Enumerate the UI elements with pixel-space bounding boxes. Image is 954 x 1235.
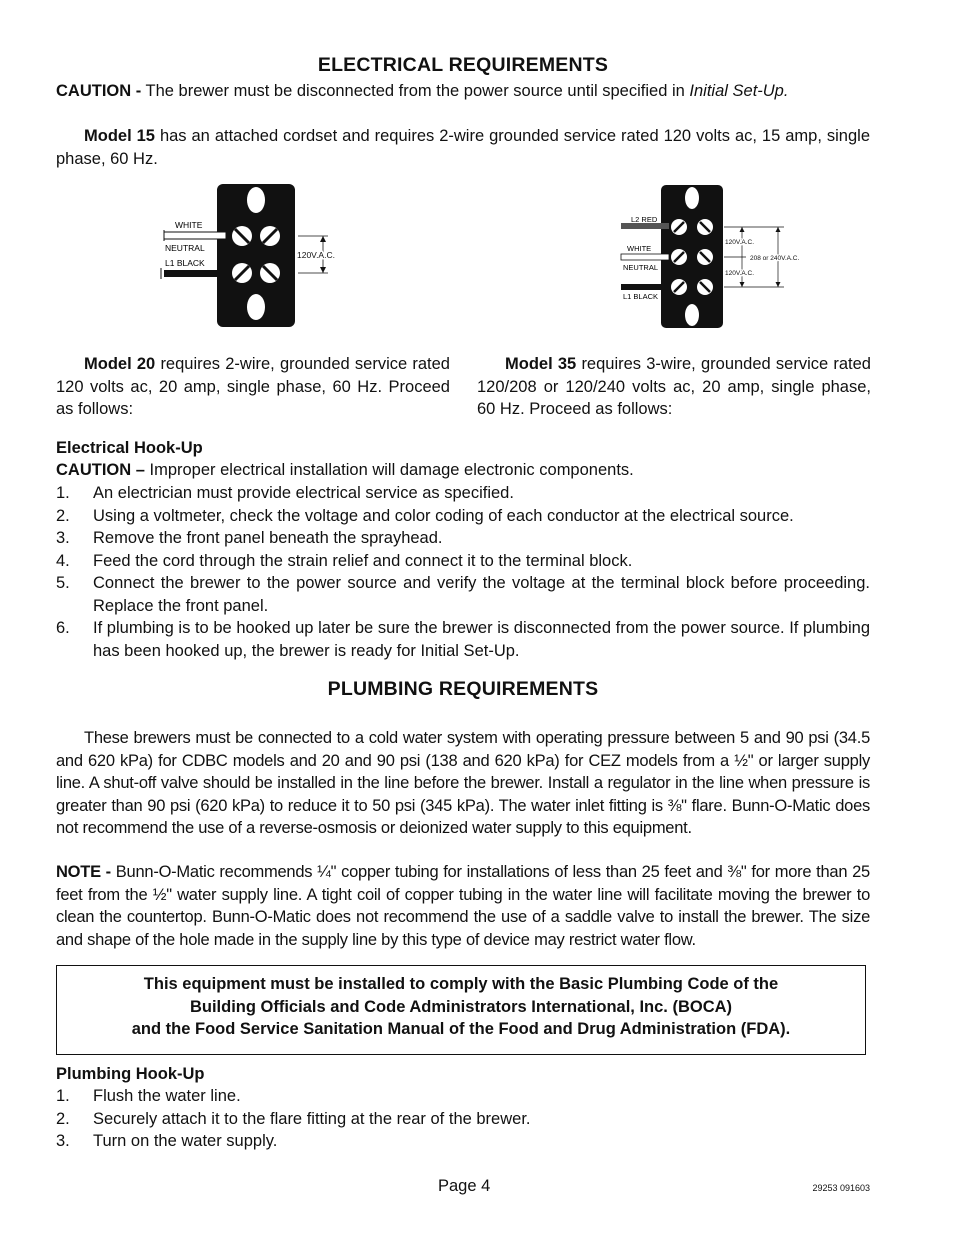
mount-hole-icon (247, 187, 265, 213)
document-id: 29253 091603 (812, 1183, 870, 1193)
hookup-caution-text: Improper electrical installation will damage electronic components. (144, 461, 634, 479)
voltage-bottom-label: 120V.A.C. (725, 270, 755, 277)
note-label: NOTE - (56, 863, 111, 881)
model15-paragraph (56, 125, 870, 170)
caution-text: The brewer must be disconnected from the power source until specified in (141, 82, 690, 100)
list-item: 1. Flush the water line. (56, 1087, 241, 1105)
model15-text: has an attached cordset and requires 2-wire grounded service rated 120 volts ac, 15 amp, single phase, 60 Hz. (56, 127, 870, 168)
arrow-down-icon (320, 267, 326, 273)
model20-paragraph (56, 353, 450, 421)
screw-icon (697, 249, 713, 265)
voltage-mid-label: 208 or 240V.A.C. (750, 255, 800, 262)
screw-icon (697, 219, 713, 235)
mount-hole-icon (685, 304, 699, 326)
list-item: 3. Remove the front panel beneath the sprayhead. (56, 529, 443, 547)
voltage-top-label: 120V.A.C. (725, 239, 755, 246)
neutral-label: NEUTRAL (623, 263, 659, 272)
caution-label: CAUTION - (56, 82, 142, 100)
code-line-3: and the Food Service Sanitation Manual of the Food and Drug Administration (FDA). (131, 1020, 791, 1038)
caution-paragraph (56, 80, 870, 103)
model20-label: Model 20 (84, 355, 156, 373)
plumbing-hookup-heading: Plumbing Hook-Up (56, 1065, 205, 1083)
model35-paragraph (477, 353, 871, 421)
caution-italic: Initial Set-Up. (689, 82, 789, 100)
electrical-title: ELECTRICAL REQUIREMENTS (317, 54, 609, 76)
list-item: 4. Feed the cord through the strain relief and connect it to the terminal block. (56, 551, 633, 570)
white-wire (164, 232, 226, 239)
neutral-label: NEUTRAL (165, 243, 205, 253)
model20-text: requires 2-wire, grounded service rated 120 volts ac, 20 amp, single phase, 60 Hz. Proceed as follows: (56, 355, 450, 418)
mount-hole-icon (247, 294, 265, 320)
list-item: 3. Turn on the water supply. (56, 1132, 278, 1150)
l2-label: L2 RED (631, 215, 658, 224)
black-wire (164, 270, 226, 277)
note-paragraph (56, 861, 870, 951)
mount-hole-icon (685, 187, 699, 209)
screw-icon (232, 226, 252, 246)
screw-icon (232, 263, 252, 283)
white-wire (621, 254, 669, 260)
code-line-2: Building Officials and Code Administrators International, Inc. (BOCA) (189, 997, 733, 1016)
screw-icon (671, 279, 687, 295)
list-item: 6. If plumbing is to be hooked up later be sure the brewer is disconnected from the power source. If plumbing has been hooked up, the brewer is ready for Initial Set-Up. (56, 619, 870, 660)
model35-text: requires 3-wire, grounded service rated 120/208 or 120/240 volts ac, 20 amp, single phase, 60 Hz. Proceed as follows: (477, 355, 871, 418)
electrical-steps (56, 482, 870, 662)
model15-label: Model 15 (84, 127, 155, 145)
three-wire-terminal-diagram (616, 182, 812, 332)
l1-label: L1 BLACK (623, 292, 659, 301)
plumbing-paragraph: These brewers must be connected to a cold water system with operating pressure between 5 and 90 psi (34.5 and 620 kPa) for CDBC models and 20 and 90 psi (138 and 620 kPa) for CEZ models from a ½" or larger supply line. A shut-off valve should be installed in the line before the brewer. Install a regulator in the line when pressure is greater than 90 psi (620 kPa) to reduce it to 50 psi (345 kPa). The water inlet fitting is ⅜" flare. Bunn-O-Matic does not recommend the use of a reverse-osmosis or deionized water supply to this equipment. (56, 729, 870, 837)
white-label: WHITE (627, 244, 652, 253)
list-item: 5. Connect the brewer to the power source and verify the voltage at the terminal block before proceeding. Replace the front panel. (56, 574, 870, 615)
hookup-caution-label: CAUTION – (56, 461, 145, 479)
hookup-caution (56, 459, 870, 482)
code-compliance-box (56, 965, 866, 1055)
model35-label: Model 35 (505, 355, 577, 373)
screw-icon (260, 226, 280, 246)
voltage-label: 120V.A.C. (297, 250, 335, 260)
l1-label: L1 BLACK (165, 258, 205, 268)
screw-icon (697, 279, 713, 295)
black-wire (621, 284, 669, 290)
plumbing-steps (56, 1085, 870, 1153)
screw-icon (260, 263, 280, 283)
arrow-down-icon (740, 282, 745, 287)
arrow-up-icon (320, 236, 326, 242)
plumbing-title: PLUMBING REQUIREMENTS (327, 678, 599, 700)
code-line-1: This equipment must be installed to comply with the Basic Plumbing Code of the (143, 975, 779, 993)
arrow-up-icon (740, 227, 745, 232)
hookup-heading: Electrical Hook-Up (56, 439, 203, 457)
note-text: Bunn-O-Matic recommends ¼" copper tubing for installations of less than 25 feet and ⅜" for more than 25 feet from the ½" water supply line. A tight coil of copper tubing in the water line will facilitate moving the brewer to clean the countertop. Bunn-O-Matic does not recommend the use of a saddle valve to install the brewer. The size and shape of the hole made in the supply line by this type of device may restrict water flow. (56, 863, 870, 949)
white-label: WHITE (175, 220, 203, 230)
screw-icon (671, 249, 687, 265)
screw-icon (671, 219, 687, 235)
arrow-down-icon (776, 282, 781, 287)
arrow-up-icon (776, 227, 781, 232)
list-item: 2. Securely attach it to the flare fitting at the rear of the brewer. (56, 1109, 531, 1128)
two-wire-terminal-diagram (158, 182, 358, 330)
list-item: 2. Using a voltmeter, check the voltage and color coding of each conductor at the electrical source. (56, 506, 794, 525)
list-item: 1. An electrician must provide electrical service as specified. (56, 484, 514, 502)
page-number: Page 4 (438, 1177, 491, 1195)
